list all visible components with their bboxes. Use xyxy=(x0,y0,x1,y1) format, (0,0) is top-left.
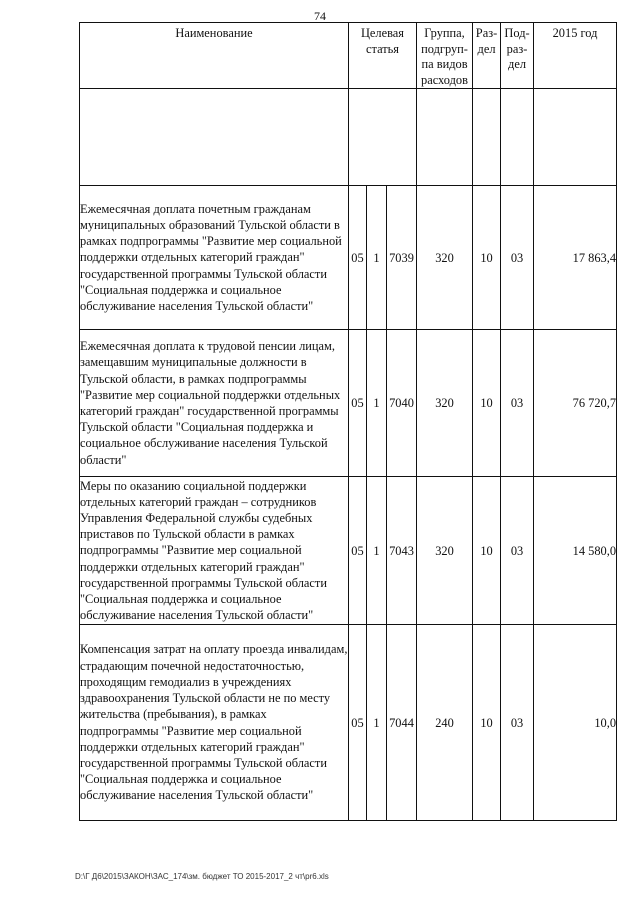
header-group: Группа, подгруп-па видов расходов xyxy=(417,23,473,89)
row-group: 320 xyxy=(417,186,473,330)
row-name: Ежемесячная доплата к трудовой пенсии лицам, замещавшим муниципальные должности в Тульской области, в рамках подпрограммы "Развитие мер социальной поддержки отдельных категорий граждан" государственной программы Тульской области "Социальная поддержка и социальное обслуживание населения Тульской области" xyxy=(80,330,349,477)
row-target-2: 1 xyxy=(367,625,387,821)
row-amount: 17 863,4 xyxy=(534,186,617,330)
header-year: 2015 год xyxy=(534,23,617,89)
table-row xyxy=(80,186,617,330)
budget-table xyxy=(79,22,617,821)
row-target-3: 7044 xyxy=(387,625,417,821)
row-target-2: 1 xyxy=(367,477,387,625)
row-target-2: 1 xyxy=(367,330,387,477)
table-row xyxy=(80,625,617,821)
table-row xyxy=(80,330,617,477)
header-section: Раз-дел xyxy=(473,23,501,89)
row-subsection: 03 xyxy=(501,186,534,330)
page-number: 74 xyxy=(314,9,326,23)
row-group: 240 xyxy=(417,625,473,821)
row-subsection: 03 xyxy=(501,625,534,821)
row-name: Меры по оказанию социальной поддержки отдельных категорий граждан – сотрудников Управления Федеральной службы судебных приставов по Тульской области в рамках подпрограммы "Развитие мер социальной поддержки отдельных категорий граждан" государственной программы Тульской области "Социальная поддержка и социальное обслуживание населения Тульской области" xyxy=(80,477,349,625)
row-group: 320 xyxy=(417,330,473,477)
row-section: 10 xyxy=(473,330,501,477)
header-subsection: Под-раз-дел xyxy=(501,23,534,89)
blank-row xyxy=(80,89,617,186)
row-target-3: 7040 xyxy=(387,330,417,477)
row-name: Компенсация затрат на оплату проезда инвалидам, страдающим почечной недостаточностью, проходящим гемодиализ в учреждениях здравоохранения Тульской области не по месту жительства (пребывания), в рамках подпрограммы "Развитие мер социальной поддержки отдельных категорий граждан" государственной программы Тульской области "Социальная поддержка и социальное обслуживание населения Тульской области" xyxy=(80,625,349,821)
row-section: 10 xyxy=(473,186,501,330)
row-target-3: 7039 xyxy=(387,186,417,330)
row-target-2: 1 xyxy=(367,186,387,330)
row-subsection: 03 xyxy=(501,477,534,625)
row-name: Ежемесячная доплата почетным гражданам муниципальных образований Тульской области в рамках подпрограммы "Развитие мер социальной поддержки отдельных категорий граждан" государственной программы Тульской области "Социальная поддержка и социальное обслуживание населения Тульской области" xyxy=(80,186,349,330)
row-amount: 76 720,7 xyxy=(534,330,617,477)
row-target-1: 05 xyxy=(349,186,367,330)
header-row xyxy=(80,23,617,89)
table-row xyxy=(80,477,617,625)
row-group: 320 xyxy=(417,477,473,625)
row-target-1: 05 xyxy=(349,330,367,477)
file-path-footer: D:\Г Д6\2015\ЗАКОН\ЗАС_174\зм. бюджет ТО 2015-2017_2 чт\pr6.xls xyxy=(75,872,329,881)
row-section: 10 xyxy=(473,477,501,625)
row-target-1: 05 xyxy=(349,477,367,625)
row-section: 10 xyxy=(473,625,501,821)
header-name: Наименование xyxy=(80,23,349,89)
row-subsection: 03 xyxy=(501,330,534,477)
row-target-3: 7043 xyxy=(387,477,417,625)
row-amount: 14 580,0 xyxy=(534,477,617,625)
row-amount: 10,0 xyxy=(534,625,617,821)
row-target-1: 05 xyxy=(349,625,367,821)
header-target-article: Целевая статья xyxy=(349,23,417,89)
